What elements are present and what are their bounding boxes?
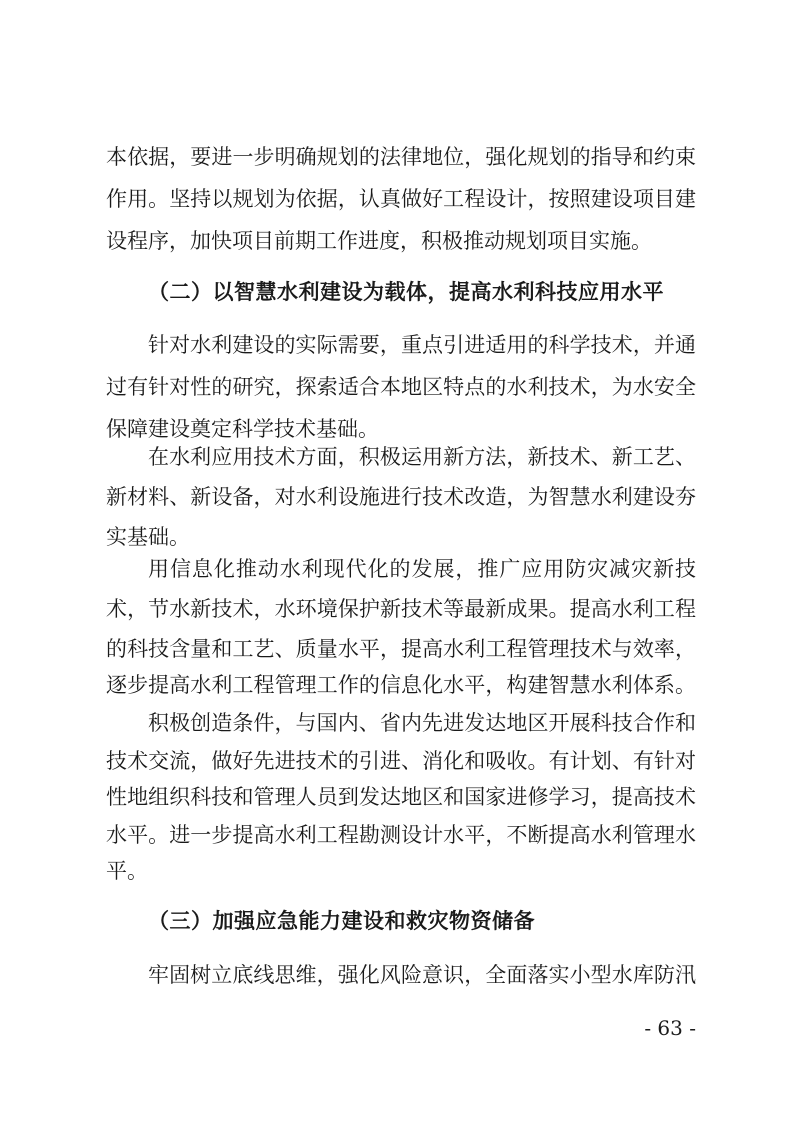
- paragraph-line: 的科技含量和工艺、质量水平，提高水利工程管理技术与效率，: [106, 637, 696, 661]
- paragraph-line: 技术交流，做好先进技术的引进、消化和吸收。有计划、有针对: [106, 749, 696, 773]
- paragraph-line: 保障建设奠定科学技术基础。: [106, 417, 379, 441]
- paragraph-line: 用信息化推动水利现代化的发展，推广应用防灾减灾新技: [148, 557, 696, 581]
- section-heading-3: （三）加强应急能力建设和救灾物资储备: [148, 908, 535, 933]
- paragraph-line: 实基础。: [106, 525, 190, 549]
- section-heading-2: （二）以智慧水利建设为载体，提高水利科技应用水平: [148, 279, 664, 304]
- paragraph-line: 牢固树立底线思维，强化风险意识，全面落实小型水库防汛: [148, 963, 696, 987]
- page-number: - 63 -: [644, 1016, 696, 1040]
- paragraph-line: 逐步提高水利工程管理工作的信息化水平，构建智慧水利体系。: [106, 673, 696, 697]
- paragraph-line: 平。: [106, 859, 148, 883]
- paragraph-line: 本依据，要进一步明确规划的法律地位，强化规划的指导和约束: [106, 145, 696, 169]
- paragraph-line: 性地组织科技和管理人员到发达地区和国家进修学习，提高技术: [106, 785, 696, 809]
- paragraph-line: 过有针对性的研究，探索适合本地区特点的水利技术，为水安全: [106, 375, 696, 399]
- paragraph-line: 积极创造条件，与国内、省内先进发达地区开展科技合作和: [148, 711, 696, 735]
- paragraph-line: 针对水利建设的实际需要，重点引进适用的科学技术，并通: [148, 333, 696, 357]
- paragraph-line: 新材料、新设备，对水利设施进行技术改造，为智慧水利建设夯: [106, 485, 696, 509]
- paragraph-line: 作用。坚持以规划为依据，认真做好工程设计，按照建设项目建: [106, 187, 696, 211]
- paragraph-line: 在水利应用技术方面，积极运用新方法，新技术、新工艺、: [148, 445, 696, 469]
- paragraph-line: 术，节水新技术，水环境保护新技术等最新成果。提高水利工程: [106, 597, 696, 621]
- paragraph-line: 设程序，加快项目前期工作进度，积极推动规划项目实施。: [106, 229, 652, 253]
- paragraph-line: 水平。进一步提高水利工程勘测设计水平，不断提高水利管理水: [106, 823, 696, 847]
